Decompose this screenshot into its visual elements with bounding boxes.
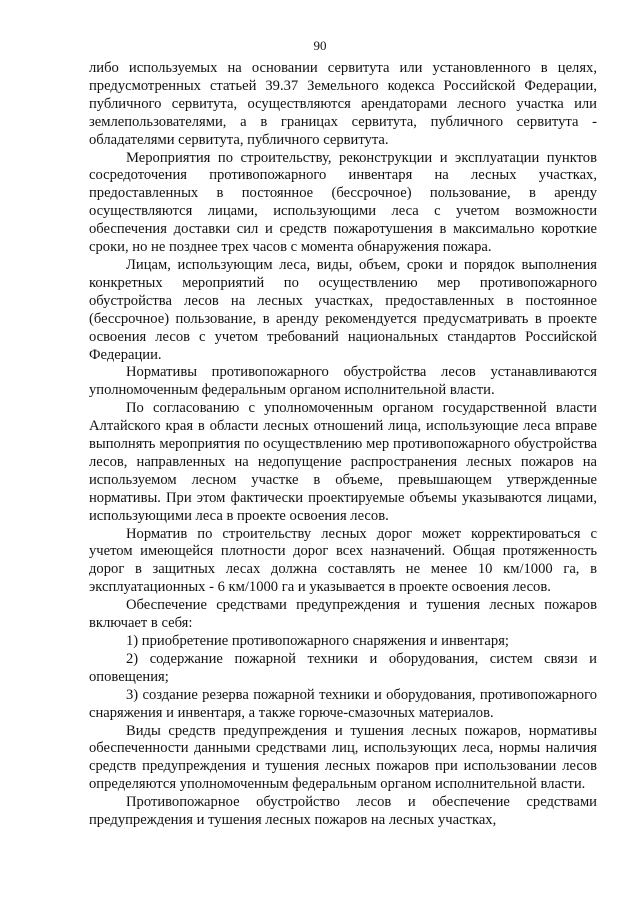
paragraph-1: либо используемых на основании сервитута или установленного в целях, предусмотренных статьей 39.37 Земельного кодекса Российской Федерации, публичного сервитута, осуществляются арендаторами лесного участка или землепользователями, а в границах сервитута, публичного сервитута - обладателями сервитута, публичного сервитута. [89, 60, 597, 148]
paragraph-7: Обеспечение средствами предупреждения и тушения лесных пожаров включает в себя: [89, 597, 597, 632]
document-body [89, 60, 597, 830]
paragraph-6: Норматив по строительству лесных дорог может корректироваться с учетом имеющейся плотности дорог всех назначений. Общая протяженность дорог в защитных лесах должна составлять не менее 10 км/1000 га, в эксплуатационных - 6 км/1000 га и указывается в проекте освоения лесов. [89, 525, 597, 596]
list-item-1: 1) приобретение противопожарного снаряжения и инвентаря; [126, 633, 509, 649]
list-item-3: 3) создание резерва пожарной техники и оборудования, противопожарного снаряжения и инвентаря, а также горюче-смазочных материалов. [89, 686, 597, 721]
list-item-2: 2) содержание пожарной техники и оборудования, систем связи и оповещения; [89, 650, 597, 685]
paragraph-4: Нормативы противопожарного обустройства лесов устанавливаются уполномоченным федеральным органом исполнительной власти. [89, 364, 597, 399]
paragraph-5: По согласованию с уполномоченным органом государственной власти Алтайского края в области лесных отношений лица, использующие леса вправе выполнять мероприятия по осуществлению мер противопожарного обустройства лесов, направленных на недопущение распространения лесных пожаров на используемом лесном участке в объеме, превышающем утвержденные нормативы. При этом фактически проектируемые объемы указываются лицами, использующими леса в проекте освоения лесов. [89, 400, 597, 524]
paragraph-2: Мероприятия по строительству, реконструкции и эксплуатации пунктов сосредоточения противопожарного инвентаря на лесных участках, предоставленных в постоянное (бессрочное) пользование, в аренду осуществляются лицами, использующими леса с учетом возможности обеспечения доставки сил и средств пожаротушения в максимально короткие сроки, но не позднее трех часов с момента обнаружения пожара. [89, 149, 597, 256]
paragraph-8: Виды средств предупреждения и тушения лесных пожаров, нормативы обеспеченности данными средствами лиц, использующих леса, нормы наличия средств предупреждения и тушения лесных пожаров при использовании лесов определяются уполномоченным федеральным органом исполнительной власти. [89, 722, 597, 793]
page-number: 90 [313, 38, 327, 53]
paragraph-3: Лицам, использующим леса, виды, объем, сроки и порядок выполнения конкретных мероприятий по осуществлению мер противопожарного обустройства лесов на лесных участках, предоставленных в постоянное (бессрочное) пользование, в аренду рекомендуется предусматривать в проекте освоения лесов с учетом требований национальных стандартов Российской Федерации. [89, 256, 597, 363]
paragraph-9: Противопожарное обустройство лесов и обеспечение средствами предупреждения и тушения лесных пожаров на лесных участках, [89, 794, 597, 829]
